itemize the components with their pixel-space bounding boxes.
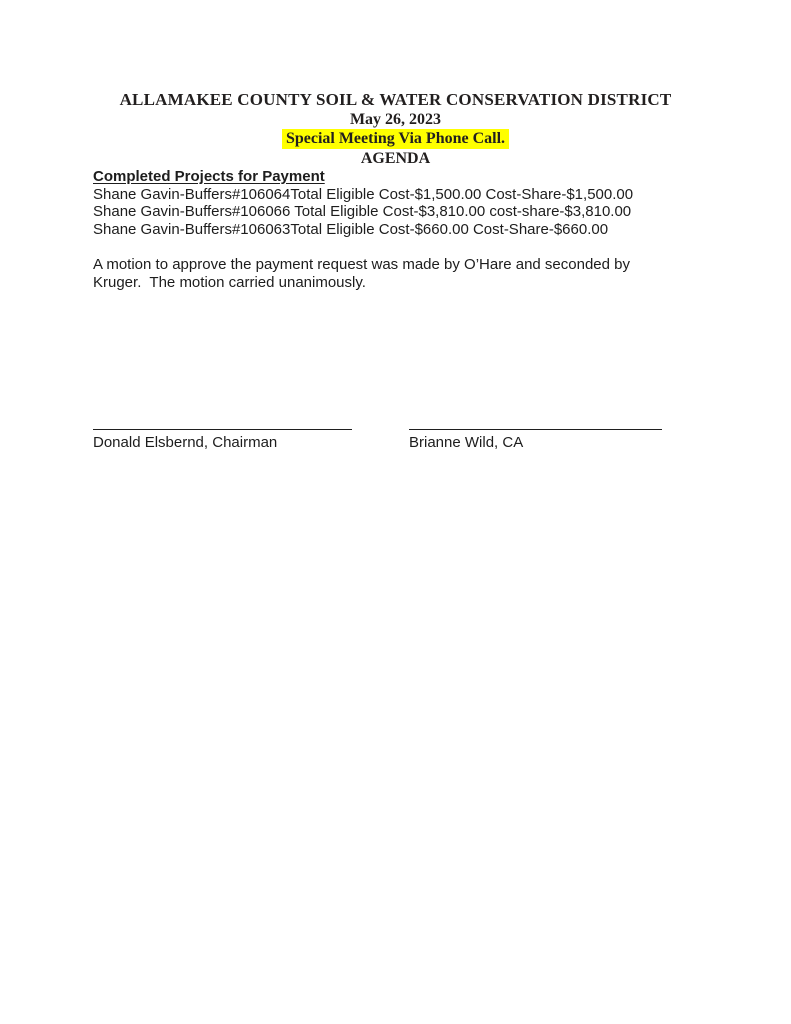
- project-line: Shane Gavin-Buffers#106066 Total Eligible Cost-$3,810.00 cost-share-$3,810.00: [93, 203, 632, 220]
- signature-name-ca: Brianne Wild, CA: [409, 434, 524, 451]
- signature-block-ca: [409, 429, 662, 452]
- meeting-type-line: [93, 129, 698, 149]
- motion-paragraph: A motion to approve the payment request was made by O’Hare and seconded by Kruger. The motion carried unanimously.: [93, 256, 635, 291]
- signature-row: [93, 429, 698, 452]
- signature-line: [93, 429, 352, 430]
- agenda-body: [93, 168, 698, 291]
- signature-block-chairman: [93, 429, 352, 452]
- project-line: Shane Gavin-Buffers#106064Total Eligible Cost-$1,500.00 Cost-Share-$1,500.00: [93, 185, 634, 203]
- section-heading-completed-projects: Completed Projects for Payment: [93, 168, 325, 185]
- signature-name-chairman: Donald Elsbernd, Chairman: [93, 434, 278, 451]
- agenda-heading: AGENDA: [360, 150, 431, 167]
- meeting-date: May 26, 2023: [349, 111, 442, 128]
- document-header: [93, 90, 698, 168]
- agenda-document: [0, 0, 791, 452]
- meeting-type-highlight: Special Meeting Via Phone Call.: [282, 129, 509, 149]
- signature-line: [409, 429, 662, 430]
- organization-title: ALLAMAKEE COUNTY SOIL & WATER CONSERVATION DISTRICT: [119, 90, 672, 109]
- project-line: Shane Gavin-Buffers#106063Total Eligible Cost-$660.00 Cost-Share-$660.00: [93, 220, 609, 238]
